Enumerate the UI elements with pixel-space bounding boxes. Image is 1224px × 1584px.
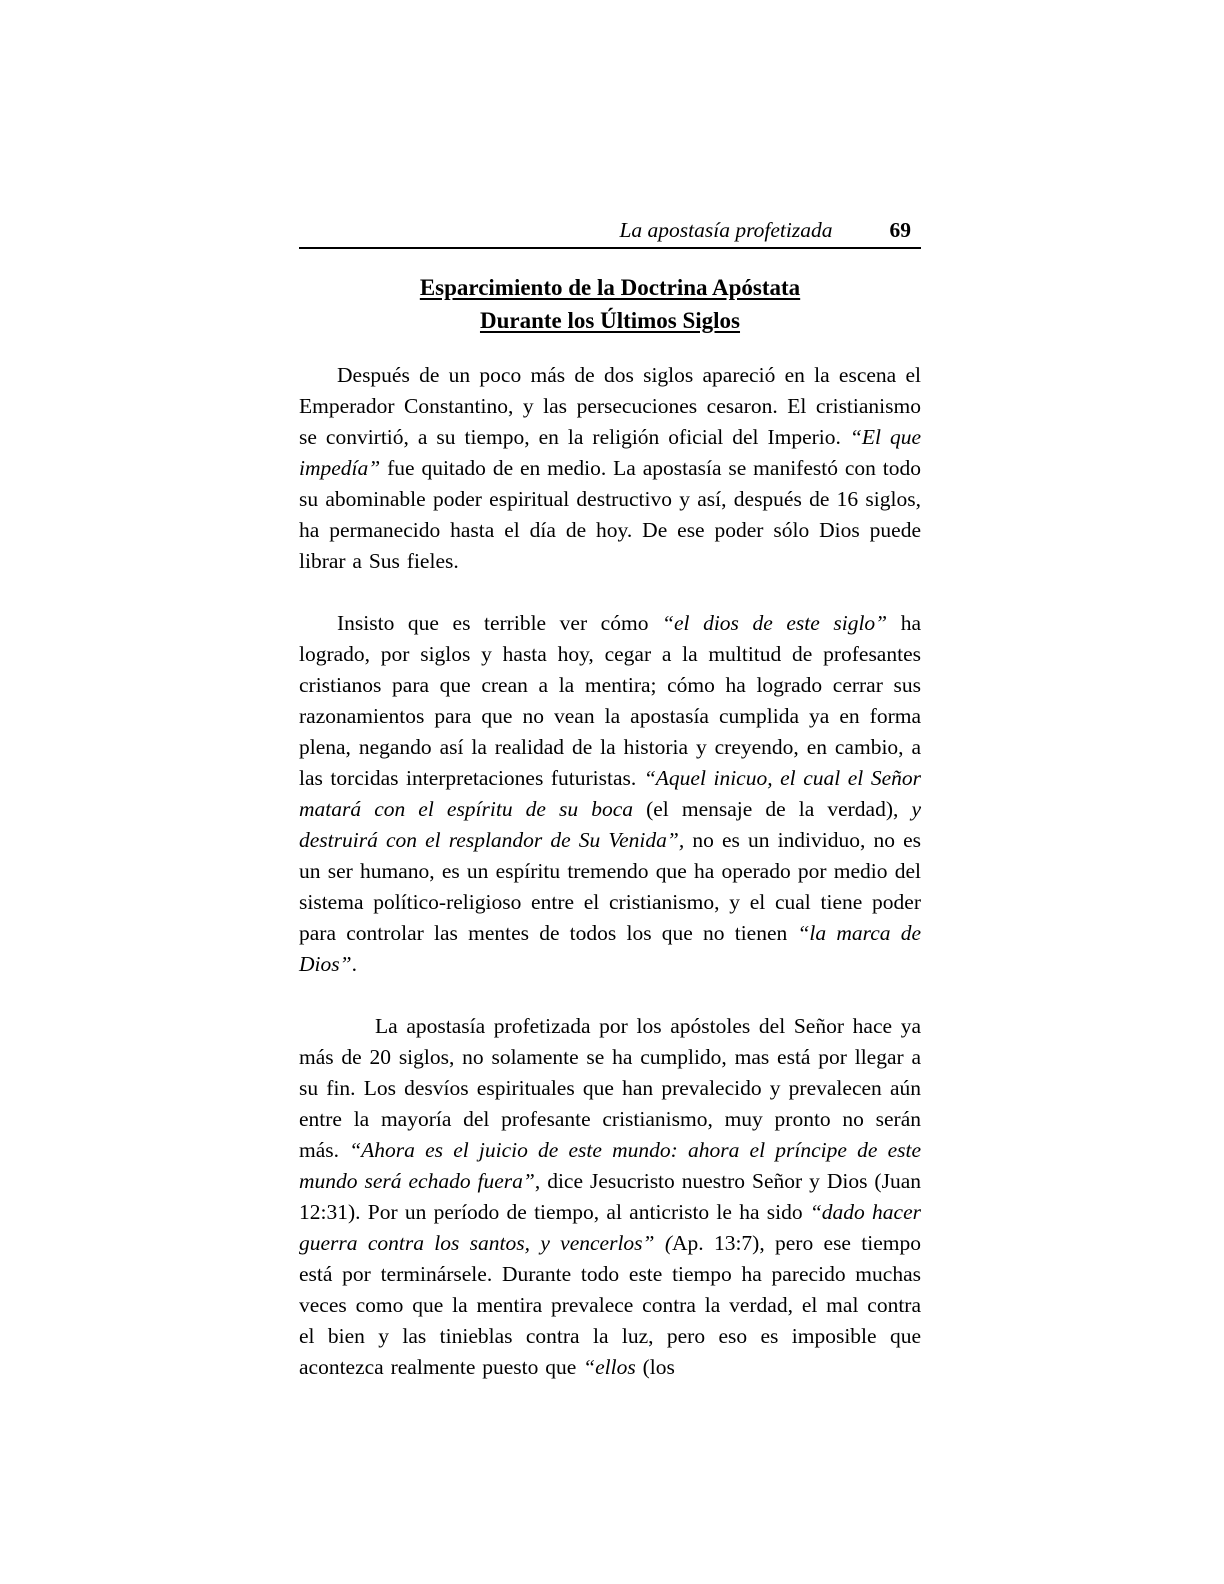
italic-text-run: y destruirá con el resplandor de Su Venida”, [299, 797, 921, 852]
italic-text-run: “ellos [583, 1355, 636, 1379]
body-paragraph-2 [299, 608, 921, 980]
italic-text-run: “dado hacer guerra contra los santos, y vencerlos” ( [299, 1200, 921, 1255]
header-rule [299, 247, 921, 249]
section-heading-line2: Durante los Últimos Siglos [479, 308, 741, 333]
text-run: , dice Jesucristo nuestro Señor y Dios (Juan 12:31). Por un período de tiempo, al anticristo le ha sido [299, 1169, 921, 1224]
running-header [299, 218, 921, 242]
text-run: Ap. 13:7), pero ese tiempo está por terminársele. Durante todo este tiempo ha parecido muchas veces como que la mentira prevalece contra la verdad, el mal contra el bien y las tinieblas contra la luz, pero eso es imposible que acontezca realmente puesto que [299, 1231, 921, 1379]
text-run: (el mensaje de la verdad), [633, 797, 912, 821]
text-run: ha logrado, por siglos y hasta hoy, cegar a la multitud de profesantes cristianos para que crean a la mentira; cómo ha logrado cerrar sus razonamientos para que no vean la apostasía cumplida ya en forma plena, negando así la realidad de la historia y creyendo, en cambio, a las torcidas interpretaciones futuristas. [299, 611, 921, 790]
body-paragraph-3 [299, 1011, 921, 1383]
text-column [299, 0, 921, 1383]
italic-text-run: “Ahora es el juicio de este mundo: ahora el príncipe de este mundo será echado fuera” [299, 1138, 921, 1193]
text-run: Después de un poco más de dos siglos apareció en la escena el Emperador Constantino, y las persecuciones cesaron. El cristianismo se convirtió, a su tiempo, en la religión oficial del Imperio. [299, 363, 921, 449]
italic-text-run: “El que impedía” [299, 425, 922, 480]
italic-text-run: “Aquel inicuo, el cual el Señor matará con el espíritu de su boca [299, 766, 921, 821]
text-run: no es un individuo, no es un ser humano, es un espíritu tremendo que ha operado por medio del sistema político-religioso entre el cristianismo, y el cual tiene poder para controlar las mentes de todos los que no tienen [299, 828, 921, 945]
text-run: fue quitado de en medio. La apostasía se manifestó con todo su abominable poder espiritual destructivo y así, después de 16 siglos, ha permanecido hasta el día de hoy. De ese poder sólo Dios puede librar a Sus fieles. [299, 456, 921, 573]
italic-text-run: “el dios de este siglo” [662, 611, 888, 635]
running-header-title: La apostasía profetizada [619, 218, 833, 242]
text-run: La apostasía profetizada por los apóstoles del Señor hace ya más de 20 siglos, no solamente se ha cumplido, mas está por llegar a su fin. Los desvíos espirituales que han prevalecido y prevalecen aún entre la mayoría del profesante cristianismo, muy pronto no serán más. [299, 1014, 921, 1162]
text-run: Insisto que es terrible ver cómo [337, 611, 663, 635]
italic-text-run: “la marca de Dios” [299, 921, 921, 976]
page-number: 69 [889, 218, 911, 242]
text-run: . [351, 952, 357, 976]
body-paragraph-1 [299, 360, 921, 577]
section-heading [299, 271, 921, 337]
text-run: (los [635, 1355, 675, 1379]
section-heading-line1: Esparcimiento de la Doctrina Apóstata [419, 275, 801, 300]
